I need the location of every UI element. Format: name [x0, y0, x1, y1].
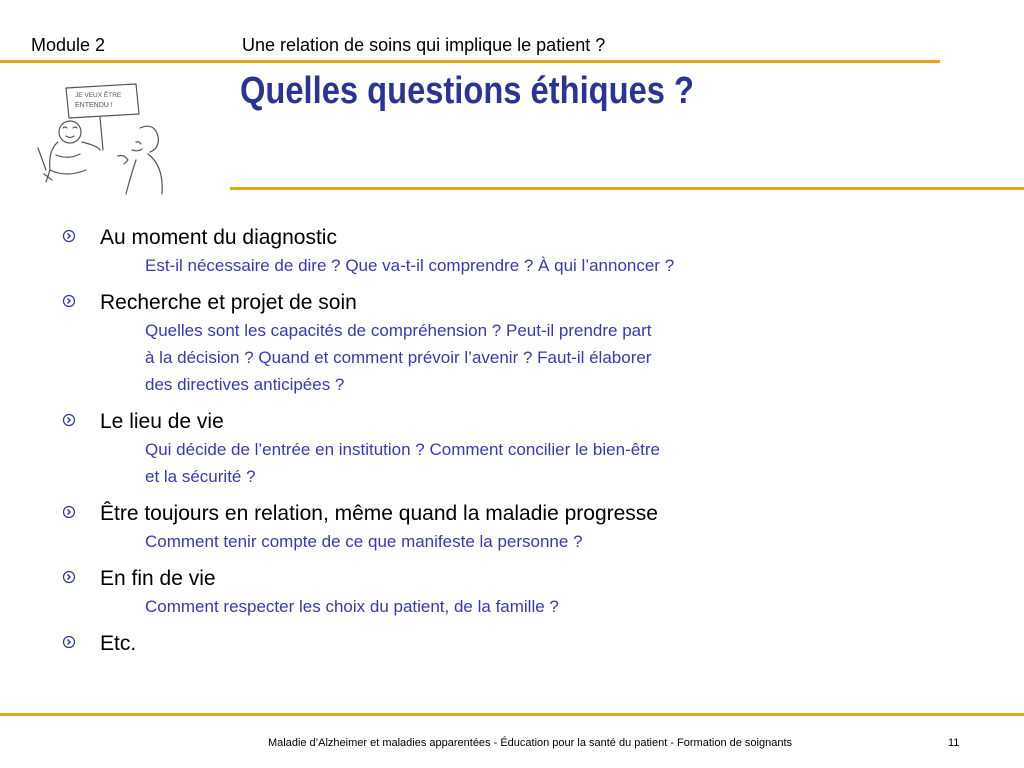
- footer-text: Maladie d’Alzheimer et maladies apparentées - Éducation pour la santé du patient - Formation de soignants: [267, 737, 793, 749]
- bullet-heading: Au moment du diagnostic: [100, 226, 337, 249]
- page-title: Quelles questions éthiques ?: [240, 70, 694, 112]
- bullet-item: [62, 630, 962, 658]
- bullet-heading: Le lieu de vie: [100, 410, 224, 433]
- bullet-detail-line: et la sécurité ?: [145, 467, 256, 486]
- patient-figure: [38, 121, 100, 182]
- bullet-heading: Être toujours en relation, même quand la maladie progresse: [100, 502, 658, 525]
- bullet-detail-line: Comment respecter les choix du patient, de la famille ?: [145, 597, 559, 616]
- bullet-detail-line: à la décision ? Quand et comment prévoir l’avenir ? Faut-il élaborer: [145, 348, 652, 367]
- sign-text-line1: JE VEUX ÊTRE: [75, 92, 122, 99]
- bullet-item: [62, 408, 962, 490]
- header-subtitle: Une relation de soins qui implique le patient ?: [242, 35, 606, 55]
- bullet-item: [62, 224, 962, 279]
- bullet-detail-line: Quelles sont les capacités de compréhension ? Peut-il prendre part: [145, 321, 652, 340]
- bullet-item: [62, 289, 962, 398]
- chevron-circle-icon: [62, 505, 76, 519]
- chevron-circle-icon: [62, 229, 76, 243]
- bullet-detail-line: Comment tenir compte de ce que manifeste la personne ?: [145, 532, 583, 551]
- chevron-circle-icon: [62, 570, 76, 584]
- page-number: 11: [948, 737, 960, 749]
- module-label: Module 2: [31, 35, 106, 55]
- sign-text-line2: ENTENDU !: [75, 102, 113, 109]
- header-divider: [0, 60, 940, 63]
- bullet-heading: En fin de vie: [100, 567, 216, 590]
- bullet-detail-line: des directives anticipées ?: [145, 375, 345, 394]
- cartoon-illustration: [8, 70, 204, 200]
- chevron-circle-icon: [62, 294, 76, 308]
- bullet-item: [62, 565, 962, 620]
- bullet-detail-line: Est-il nécessaire de dire ? Que va-t-il comprendre ? À qui l’annoncer ?: [145, 256, 675, 275]
- bullet-detail-line: Qui décide de l’entrée en institution ? Comment concilier le bien-être: [145, 440, 660, 459]
- title-divider: [230, 187, 1024, 190]
- chevron-circle-icon: [62, 413, 76, 427]
- footer-divider: [0, 713, 1024, 716]
- bullet-heading: Recherche et projet de soin: [100, 291, 357, 314]
- bullet-list: [62, 224, 962, 668]
- bullet-heading: Etc.: [100, 632, 137, 655]
- bullet-item: [62, 500, 962, 555]
- caregiver-figure: [118, 126, 162, 194]
- chevron-circle-icon: [62, 635, 76, 649]
